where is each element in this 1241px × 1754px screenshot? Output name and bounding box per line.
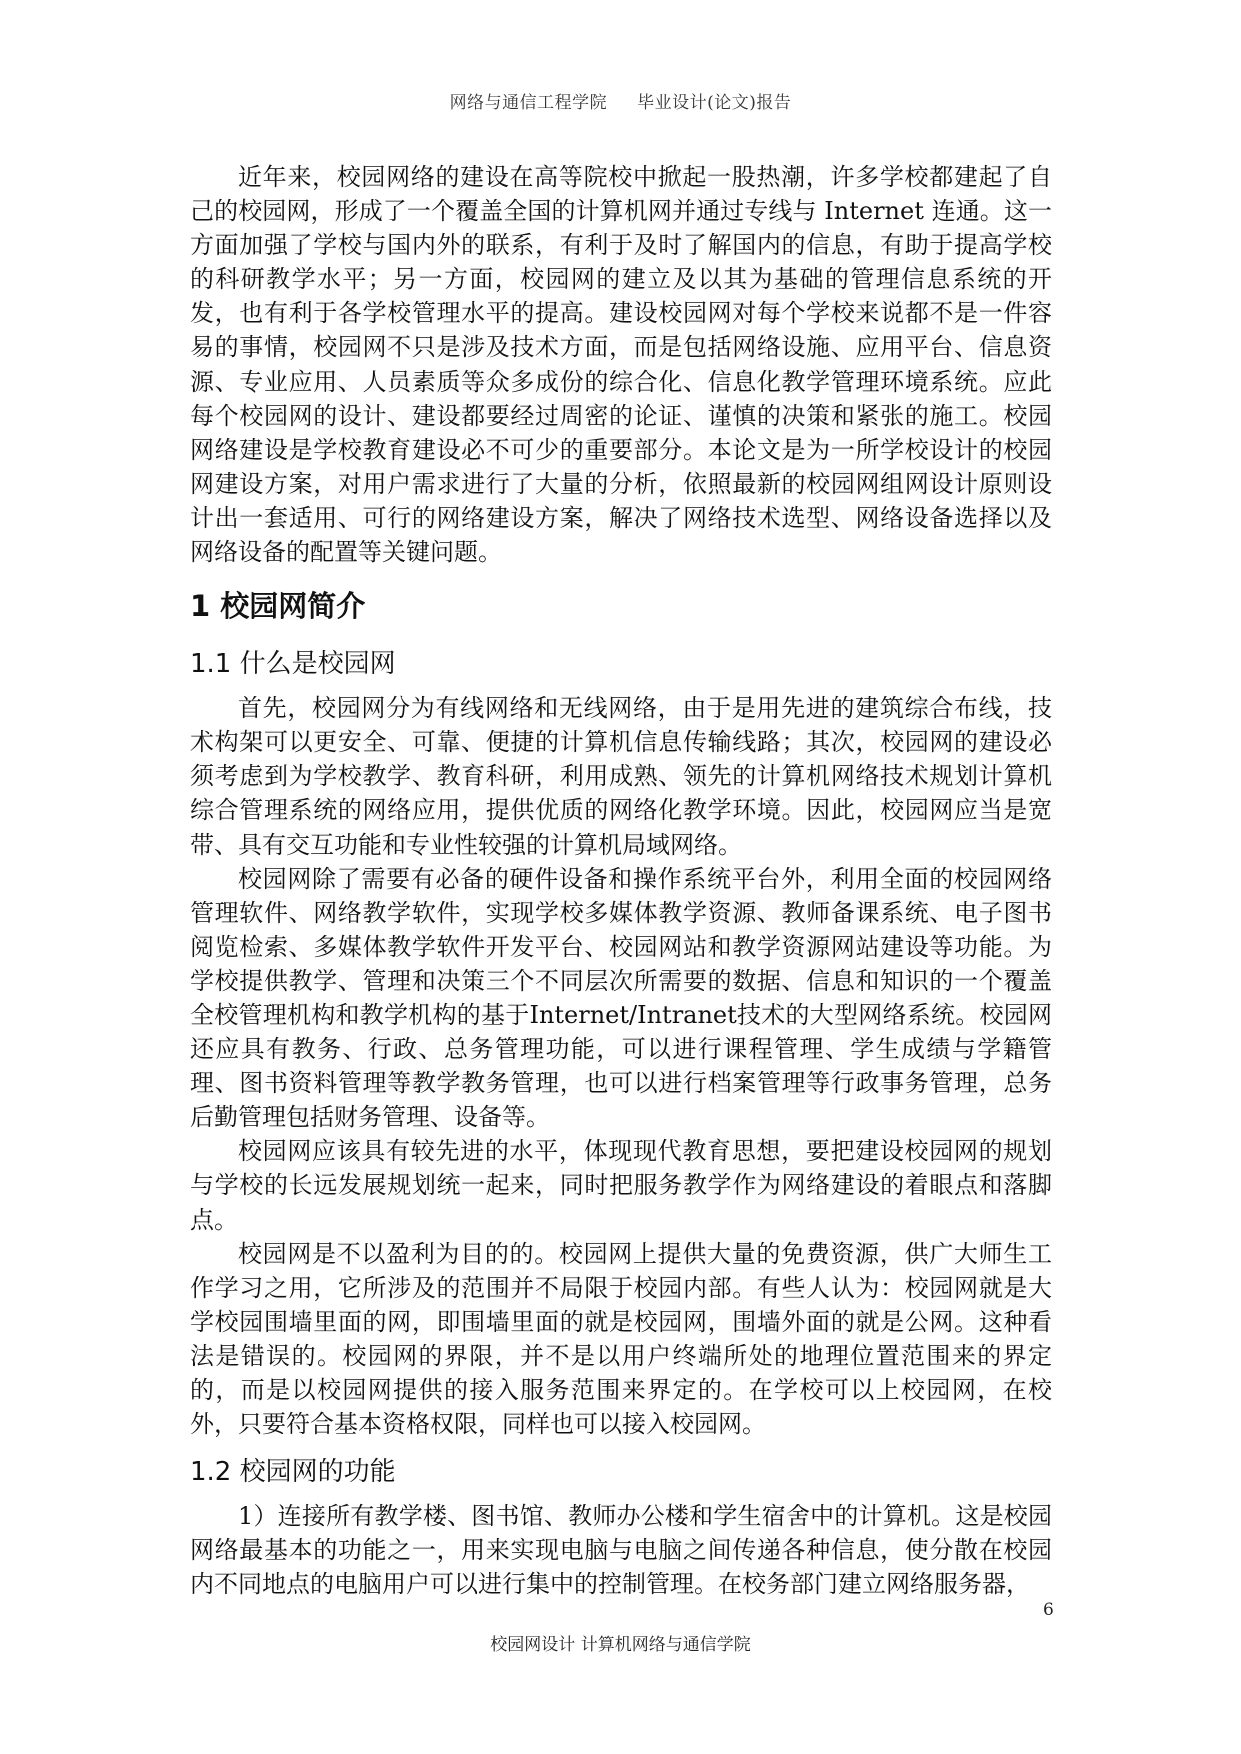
- section-1-1-heading: 1.1 什么是校园网: [190, 649, 396, 680]
- section-1-2-paragraph: 1）连接所有教学楼、图书馆、教师办公楼和学生宿舍中的计算机。这是校园网络最基本的功能之一，用来实现电脑与电脑之间传递各种信息，使分散在校园内不同地点的电脑用户可以进行集中的控制管理。在校务部门建立网络服务器，: [190, 1502, 1052, 1599]
- section-1-1-paragraph: 校园网应该具有较先进的水平，体现现代教育思想，要把建设校园网的规划与学校的长远发展规划统一起来，同时把服务教学作为网络建设的着眼点和落脚点。: [190, 1137, 1052, 1234]
- header-school: 网络与通信工程学院: [449, 93, 608, 113]
- section-1-1-paragraph: 校园网除了需要有必备的硬件设备和操作系统平台外，利用全面的校园网络管理软件、网络教学软件，实现学校多媒体教学资源、教师备课系统、电子图书阅览检索、多媒体教学软件开发平台、校园网站和教学资源网站建设等功能。为学校提供教学、管理和决策三个不同层次所需要的数据、信息和知识的一个覆盖全校管理机构和教学机构的基于Internet/Intranet技术的大型网络系统。校园网还应具有教务、行政、总务管理功能，可以进行课程管理、学生成绩与学籍管理、图书资料管理等教学教务管理，也可以进行档案管理等行政事务管理，总务后勤管理包括财务管理、设备等。: [190, 864, 1052, 1132]
- intro-paragraph: 近年来，校园网络的建设在高等院校中掀起一股热潮，许多学校都建起了自己的校园网，形成了一个覆盖全国的计算机网并通过专线与 Internet 连通。这一方面加强了学校与国内外的联系，有利于及时了解国内的信息，有助于提高学校的科研教学水平；另一方面，校园网的建立及以其为基础的管理信息系统的开发，也有利于各学校管理水平的提高。建设校园网对每个学校来说都不是一件容易的事情，校园网不只是涉及技术方面，而是包括网络设施、应用平台、信息资源、专业应用、人员素质等众多成份的综合化、信息化教学管理环境系统。应此每个校园网的设计、建设都要经过周密的论证、谨慎的决策和紧张的施工。校园网络建设是学校教育建设必不可少的重要部分。本论文是为一所学校设计的校园网建设方案，对用户需求进行了大量的分析，依照最新的校园网组网设计原则设计出一套适用、可行的网络建设方案，解决了网络技术选型、网络设备选择以及网络设备的配置等关键问题。: [190, 163, 1052, 567]
- page-number: 6: [1043, 1600, 1054, 1620]
- document-body: [190, 160, 1052, 1601]
- running-header: [0, 88, 1241, 113]
- section-1-1-paragraph: 首先，校园网分为有线网络和无线网络，由于是用先进的建筑综合布线，技术构架可以更安全、可靠、便捷的计算机信息传输线路；其次，校园网的建设必须考虑到为学校教学、教育科研，利用成熟、领先的计算机网络技术规划计算机综合管理系统的网络应用，提供优质的网络化教学环境。因此，校园网应当是宽带、具有交互功能和专业性较强的计算机局域网络。: [190, 694, 1052, 859]
- section-1-1-paragraph: 校园网是不以盈利为目的的。校园网上提供大量的免费资源，供广大师生工作学习之用，它所涉及的范围并不局限于校园内部。有些人认为：校园网就是大学校园围墙里面的网，即围墙里面的就是校园网，围墙外面的就是公网。这种看法是错误的。校园网的界限，并不是以用户终端所处的地理位置范围来的界定的，而是以校园网提供的接入服务范围来界定的。在学校可以上校园网，在校外，只要符合基本资格权限，同样也可以接入校园网。: [190, 1239, 1052, 1439]
- header-report-type: 毕业设计(论文)报告: [637, 93, 792, 113]
- running-footer: 校园网设计 计算机网络与通信学院: [490, 1635, 751, 1655]
- section-1-2-heading: 1.2 校园网的功能: [190, 1457, 396, 1488]
- section-1-heading: 1 校园网简介: [190, 589, 366, 624]
